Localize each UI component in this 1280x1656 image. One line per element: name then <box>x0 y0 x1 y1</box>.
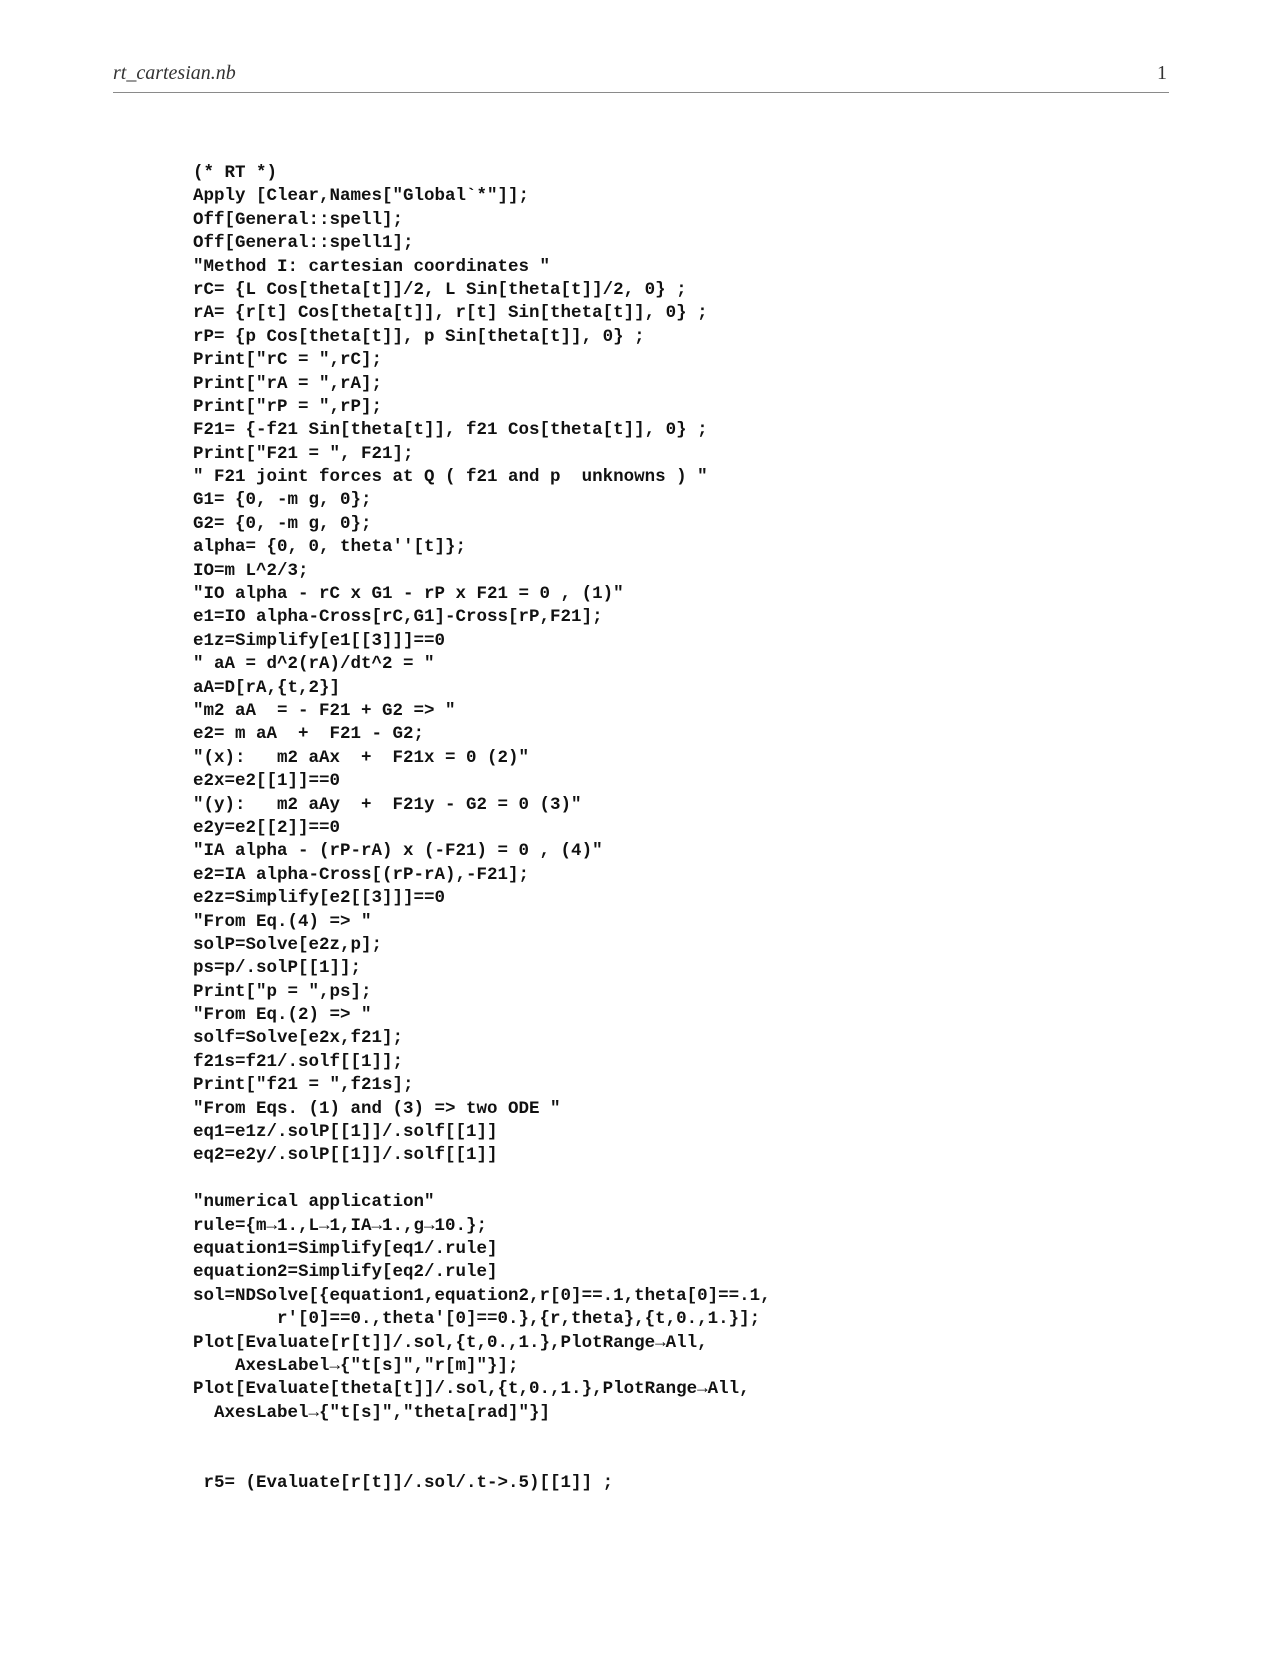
code-line: eq2=e2y/.solP[[1]]/.solf[[1]] <box>193 1145 498 1166</box>
code-line: Print["rC = ",rC]; <box>193 350 383 371</box>
code-line: r5= (Evaluate[r[t]]/.sol/.t->.5)[[1]] ; <box>193 1472 614 1493</box>
code-line: Print["rA = ",rA]; <box>193 373 383 394</box>
code-line <box>193 1168 1173 1191</box>
code-line: "numerical application" <box>193 1192 435 1213</box>
code-line: e2y=e2[[2]]==0 <box>193 817 341 838</box>
code-line: equation2=Simplify[eq2/.rule] <box>193 1262 498 1283</box>
code-line: "From Eq.(4) => " <box>193 911 372 932</box>
code-line: AxesLabel→{"t[s]","r[m]"}]; <box>193 1355 519 1376</box>
code-line: rule={m→1.,L→1,IA→1.,g→10.}; <box>193 1215 488 1236</box>
code-line: aA=D[rA,{t,2}] <box>193 677 341 698</box>
code-line: "IO alpha - rC x G1 - rP x F21 = 0 , (1)" <box>193 584 624 605</box>
code-line: e1z=Simplify[e1[[3]]]==0 <box>193 630 446 651</box>
code-line: IO=m L^2/3; <box>193 560 309 581</box>
page-number: 1 <box>1157 62 1167 84</box>
code-line: e2z=Simplify[e2[[3]]]==0 <box>193 888 446 909</box>
code-line: solP=Solve[e2z,p]; <box>193 934 383 955</box>
code-line <box>193 1448 1173 1471</box>
code-line: e1=IO alpha-Cross[rC,G1]-Cross[rP,F21]; <box>193 607 603 628</box>
code-line: sol=NDSolve[{equation1,equation2,r[0]==.1,theta[0]==.1, <box>193 1285 771 1306</box>
code-line: "IA alpha - (rP-rA) x (-F21) = 0 , (4)" <box>193 841 603 862</box>
code-line: Off[General::spell1]; <box>193 233 414 254</box>
notebook-filename: rt_cartesian.nb <box>113 62 236 84</box>
code-line: Plot[Evaluate[theta[t]]/.sol,{t,0.,1.},PlotRange→All, <box>193 1379 750 1400</box>
code-line: F21= {-f21 Sin[theta[t]], f21 Cos[theta[t]], 0} ; <box>193 420 708 441</box>
code-line: AxesLabel→{"t[s]","theta[rad]"}] <box>193 1402 551 1423</box>
code-line: "Method I: cartesian coordinates " <box>193 256 551 277</box>
page-header <box>113 62 1169 93</box>
code-line: ps=p/.solP[[1]]; <box>193 958 362 979</box>
code-line: solf=Solve[e2x,f21]; <box>193 1028 404 1049</box>
code-line: equation1=Simplify[eq1/.rule] <box>193 1238 498 1259</box>
code-line: Apply [Clear,Names["Global`*"]]; <box>193 186 530 207</box>
code-line: alpha= {0, 0, theta''[t]}; <box>193 537 467 558</box>
code-line <box>193 1425 1173 1448</box>
code-line: Print["rP = ",rP]; <box>193 396 383 417</box>
code-line: G2= {0, -m g, 0}; <box>193 513 372 534</box>
code-line: (* RT *) <box>193 163 278 183</box>
code-line: Off[General::spell]; <box>193 209 404 230</box>
notebook-code-block <box>193 162 1173 1495</box>
code-line: G1= {0, -m g, 0}; <box>193 490 372 511</box>
code-line: e2x=e2[[1]]==0 <box>193 771 341 792</box>
code-line: f21s=f21/.solf[[1]]; <box>193 1051 404 1072</box>
code-line: "From Eq.(2) => " <box>193 1005 372 1026</box>
code-line: "(x): m2 aAx + F21x = 0 (2)" <box>193 747 530 768</box>
code-line: Print["p = ",ps]; <box>193 981 372 1002</box>
code-line: e2= m aA + F21 - G2; <box>193 724 425 745</box>
code-line: rC= {L Cos[theta[t]]/2, L Sin[theta[t]]/2, 0} ; <box>193 279 687 300</box>
code-line: " F21 joint forces at Q ( f21 and p unknowns ) " <box>193 467 708 488</box>
code-line: "From Eqs. (1) and (3) => two ODE " <box>193 1098 561 1119</box>
code-line: Print["f21 = ",f21s]; <box>193 1075 414 1096</box>
code-line: e2=IA alpha-Cross[(rP-rA),-F21]; <box>193 864 530 885</box>
code-line: r'[0]==0.,theta'[0]==0.},{r,theta},{t,0.,1.}]; <box>193 1309 761 1330</box>
code-line: rA= {r[t] Cos[theta[t]], r[t] Sin[theta[t]], 0} ; <box>193 303 708 324</box>
code-line: "m2 aA = - F21 + G2 => " <box>193 700 456 721</box>
code-line: eq1=e1z/.solP[[1]]/.solf[[1]] <box>193 1122 498 1143</box>
code-line: " aA = d^2(rA)/dt^2 = " <box>193 654 435 675</box>
code-line: Plot[Evaluate[r[t]]/.sol,{t,0.,1.},PlotRange→All, <box>193 1332 708 1353</box>
code-line: rP= {p Cos[theta[t]], p Sin[theta[t]], 0} ; <box>193 326 645 347</box>
code-line: "(y): m2 aAy + F21y - G2 = 0 (3)" <box>193 794 582 815</box>
code-line: Print["F21 = ", F21]; <box>193 443 414 464</box>
